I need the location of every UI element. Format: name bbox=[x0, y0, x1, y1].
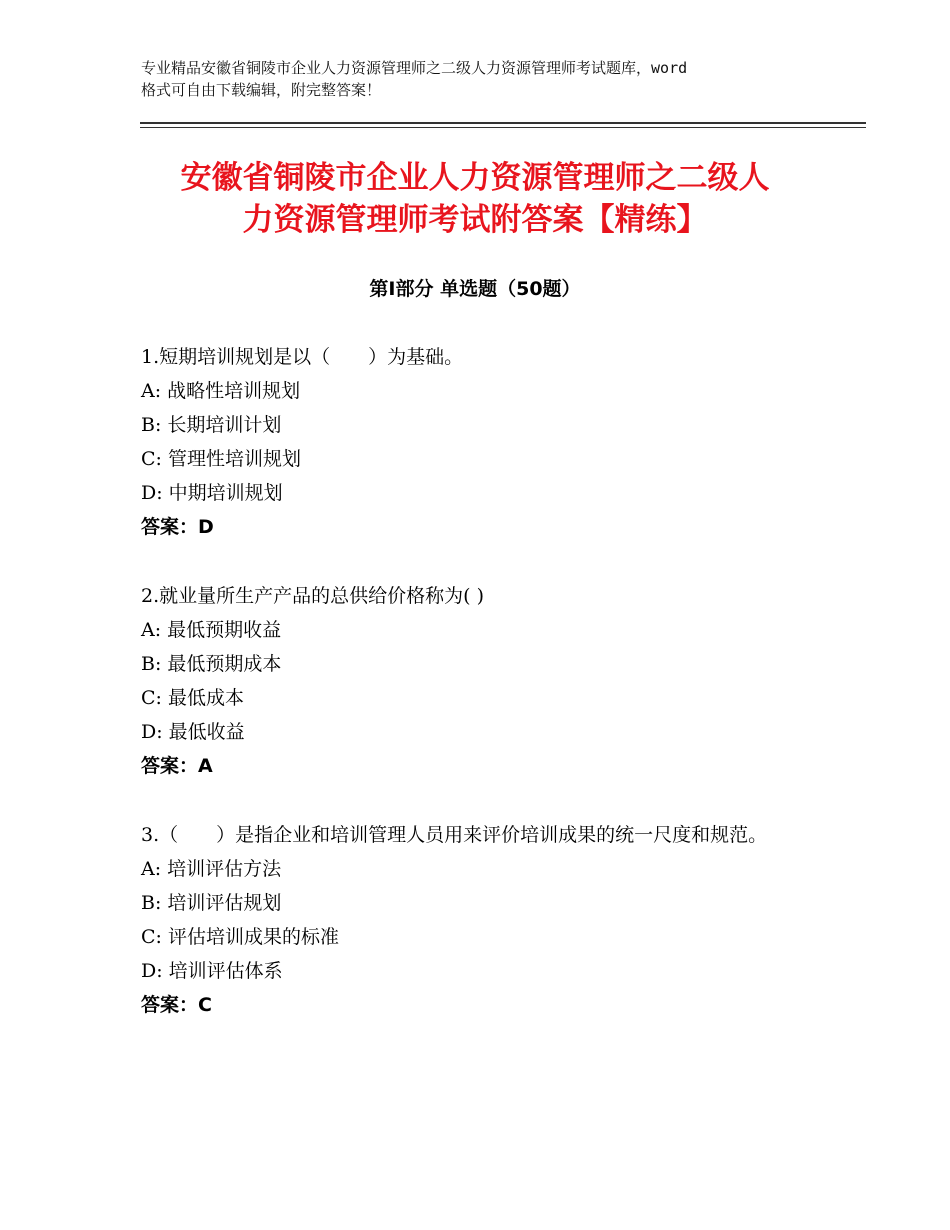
option-d: D: 中期培训规划 bbox=[141, 482, 283, 504]
question-stem: 1.短期培训规划是以（ ）为基础。 bbox=[141, 346, 464, 368]
option-b: B: 长期培训计划 bbox=[141, 414, 282, 436]
question-stem: 3.（ ）是指企业和培训管理人员用来评价培训成果的统一尺度和规范。 bbox=[141, 824, 768, 846]
header-divider-thick bbox=[140, 122, 866, 124]
answer: 答案：A bbox=[141, 755, 213, 777]
section-heading: 第Ⅰ部分 单选题（50题） bbox=[369, 278, 581, 300]
header-note-line-1: 专业精品安徽省铜陵市企业人力资源管理师之二级人力资源管理师考试题库，word bbox=[141, 59, 688, 77]
option-d: D: 最低收益 bbox=[141, 721, 245, 743]
option-b: B: 最低预期成本 bbox=[141, 653, 282, 675]
answer: 答案：C bbox=[141, 994, 212, 1016]
document-title-line-2: 力资源管理师考试附答案【精练】 bbox=[242, 202, 708, 238]
header-divider-thin bbox=[140, 127, 866, 128]
document-title bbox=[100, 157, 850, 241]
option-c: C: 评估培训成果的标准 bbox=[141, 926, 339, 948]
option-b: B: 培训评估规划 bbox=[141, 892, 282, 914]
question-1 bbox=[141, 340, 821, 544]
option-c: C: 管理性培训规划 bbox=[141, 448, 301, 470]
question-2 bbox=[141, 579, 821, 783]
header-note-line-2: 格式可自由下载编辑，附完整答案！ bbox=[141, 81, 382, 99]
option-a: A: 培训评估方法 bbox=[141, 858, 282, 880]
header-note bbox=[141, 57, 841, 101]
option-c: C: 最低成本 bbox=[141, 687, 244, 709]
option-a: A: 最低预期收益 bbox=[141, 619, 282, 641]
option-d: D: 培训评估体系 bbox=[141, 960, 283, 982]
question-3 bbox=[141, 818, 801, 1022]
answer: 答案：D bbox=[141, 516, 214, 538]
question-stem: 2.就业量所生产产品的总供给价格称为( ) bbox=[141, 585, 484, 607]
document-title-line-1: 安徽省铜陵市企业人力资源管理师之二级人 bbox=[180, 160, 770, 196]
option-a: A: 战略性培训规划 bbox=[141, 380, 301, 402]
